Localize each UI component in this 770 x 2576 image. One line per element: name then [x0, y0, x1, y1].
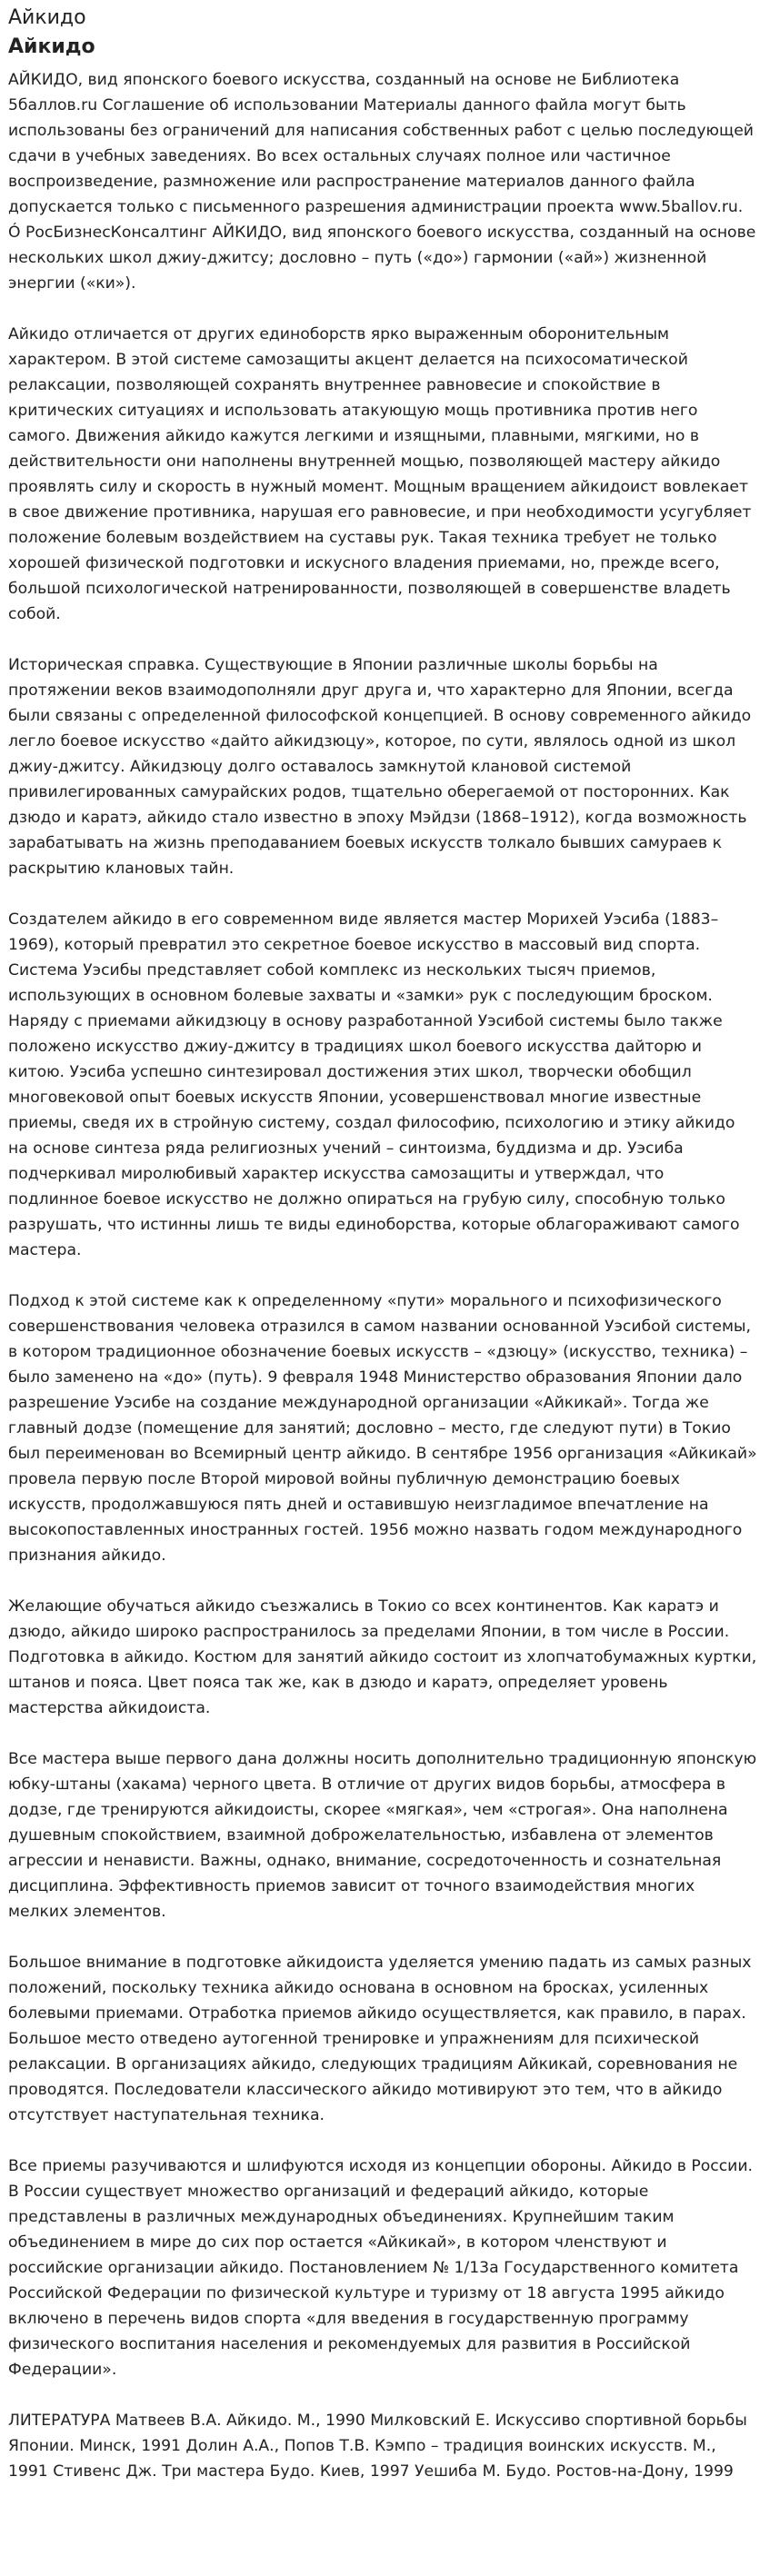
- paragraph-aikikai: Подход к этой системе как к определенному «пути» морального и психофизического совершенствования человека отразился в самом названии основанной Уэсибой системы, в котором традиционное обозначение боевых искусств – «дзюцу» (искусство, техника) – было заменено на «до» (путь). 9 февраля 1948 Министерство образования Японии дало разрешение Уэсибе на создание международной организации «Айкикай». Тогда же главный додзе (помещение для занятий; дословно – место, где следуют пути) в Токио был переименован во Всемирный центр айкидо. В сентябре 1956 организация «Айкикай» провела первую после Второй мировой войны публичную демонстрацию боевых искусств, продолжавшуюся пять дней и оставившую неизгладимое впечатление на высокопоставленных иностранных гостей. 1956 можно назвать годом международного признания айкидо.: [8, 1292, 757, 1565]
- paragraph-masters: Все мастера выше первого дана должны носить дополнительно традиционную японскую юбку-штаны (хакама) черного цвета. В отличие от других видов борьбы, атмосфера в додзе, где тренируются айкидоисты, скорее «мягкая», чем «строгая». Она наполнена душевным спокойствием, взаимной доброжелательностью, избавлена от элементов агрессии и ненависти. Важны, однако, внимание, сосредоточенность и сознательная дисциплина. Эффективность приемов зависит от точного взаимодействия многих мелких элементов.: [8, 1750, 757, 1921]
- article-heading: Айкидо: [8, 35, 95, 58]
- paragraph-intro: АЙКИДО, вид японского боевого искусства, созданный на основе не Библиотека 5баллов.ru Соглашение об использовании Материалы данного файла могут быть использованы без ограничений для написания собственных работ с целью последующей сдачи в учебных заведениях. Во всех остальных случаях полное или частичное воспроизведение, размножение или распространение материалов данного файла допускается только с письменного разрешения администрации проекта www.5ballov.ru. Ó РосБизнесКонсалтинг АЙКИДО, вид японского боевого искусства, созданный на основе нескольких школ джиу-джитсу; дословно – путь («до») гармонии («ай») жизненной энергии («ки»).: [8, 71, 756, 293]
- paragraph-history: Историческая справка. Существующие в Японии различные школы борьбы на протяжении веков взаимодополняли друг друга и, что характерно для Японии, всегда были связаны с определенной философской концепцией. В основу современного айкидо легло боевое искусство «дайто айкидзюцу», которое, по сути, являлось одной из школ джиу-джитсу. Айкидзюцу долго оставалось замкнутой клановой системой привилегированных самурайских родов, тщательно оберегаемой от посторонних. Как дзюдо и каратэ, айкидо стало известно в эпоху Мэйдзи (1868–1912), когда возможность зарабатывать на жизнь преподаванием боевых искусств толкало бывших самураев к раскрытию клановых тайн.: [8, 656, 752, 878]
- paragraph-characteristics: Айкидо отличается от других единоборств ярко выраженным оборонительным характером. В этой системе самозащиты акцент делается на психосоматической релаксации, позволяющей сохранять внутреннее равновесие и спокойствие в критических ситуациях и использовать атакующую мощь противника против него самого. Движения айкидо кажутся легкими и изящными, плавными, мягкими, но в действительности они наполнены внутренней мощью, позволяющей мастеру айкидо проявлять силу и скорость в нужный момент. Мощным вращением айкидоист вовлекает в свое движение противника, нарушая его равновесие, и при необходимости усугубляет положение болевым воздействием на суставы рук. Такая техника требует не только хорошей физической подготовки и искусного владения приемами, но, прежде всего, большой психологической натренированности, позволяющей в совершенстве владеть собой.: [8, 325, 752, 623]
- paragraph-training: Желающие обучаться айкидо съезжались в Токио со всех континентов. Как каратэ и дзюдо, айкидо широко распространилось за пределами Японии, в том числе в России. Подготовка в айкидо. Костюм для занятий айкидо состоит из хлопчатобумажных куртки, штанов и пояса. Цвет пояса так же, как в дзюдо и каратэ, определяет уровень мастерства айкидоиста.: [8, 1597, 757, 1717]
- paragraph-falls: Большое внимание в подготовке айкидоиста уделяется умению падать из самых разных положений, поскольку техника айкидо основана в основном на бросках, усиленных болевыми приемами. Отработка приемов айкидо осуществляется, как правило, в парах. Большое место отведено аутогенной тренировке и упражнениям для психической релаксации. В организациях айкидо, следующих традициям Айкикай, соревнования не проводятся. Последователи классического айкидо мотивируют это тем, что в айкидо отсутствует наступательная техника.: [8, 1954, 752, 2124]
- paragraph-founder: Создателем айкидо в его современном виде является мастер Морихей Уэсиба (1883–1969), который превратил это секретное боевое искусство в массовый вид спорта. Система Уэсибы представляет собой комплекс из нескольких тысяч приемов, использующих в основном болевые захваты и «замки» рук с последующим броском. Наряду с приемами айкидзюцу в основу разработанной Уэсибой системы было также положено искусство джиу-джитсу в традициях школ боевого искусства дайторю и китою. Уэсиба успешно синтезировал достижения этих школ, творчески обобщил многовековой опыт боевых искусств Японии, усовершенствовал многие известные приемы, сведя их в стройную систему, создал философию, психологию и этику айкидо на основе синтеза ряда религиозных учений – синтоизма, буддизма и др. Уэсиба подчеркивал миролюбивый характер искусства самозащиты и утверждал, что подлинное боевое искусство не должно опираться на грубую силу, способную только разрушать, что истинны лишь те виды единоборства, которые облагораживают самого мастера.: [8, 910, 740, 1259]
- document-title: Айкидо: [8, 6, 86, 29]
- paragraph-literature: ЛИТЕРАТУРА Матвеев В.А. Айкидо. М., 1990 Милковский Е. Искуссиво спортивной борьбы Японии. Минск, 1991 Долин А.А., Попов Т.В. Кэмпо – традиция воинских искусств. М., 1991 Стивенс Дж. Три мастера Будо. Киев, 1997 Уешиба М. Будо. Ростов-на-Дону, 1999: [8, 2412, 747, 2481]
- paragraph-russia: Все приемы разучиваются и шлифуются исходя из концепции обороны. Айкидо в России. В России существует множество организаций и федераций айкидо, которые представлены в различных международных объединениях. Крупнейшим таким объединением в мире до сих пор остается «Айкикай», в котором членствуют и российские организации айкидо. Постановлением № 1/13а Государственного комитета Российской Федерации по физической культуре и туризму от 18 августа 1995 айкидо включено в перечень видов спорта «для введения в государственную программу физического воспитания населения и рекомендуемых для развития в Российской Федерации».: [8, 2157, 753, 2379]
